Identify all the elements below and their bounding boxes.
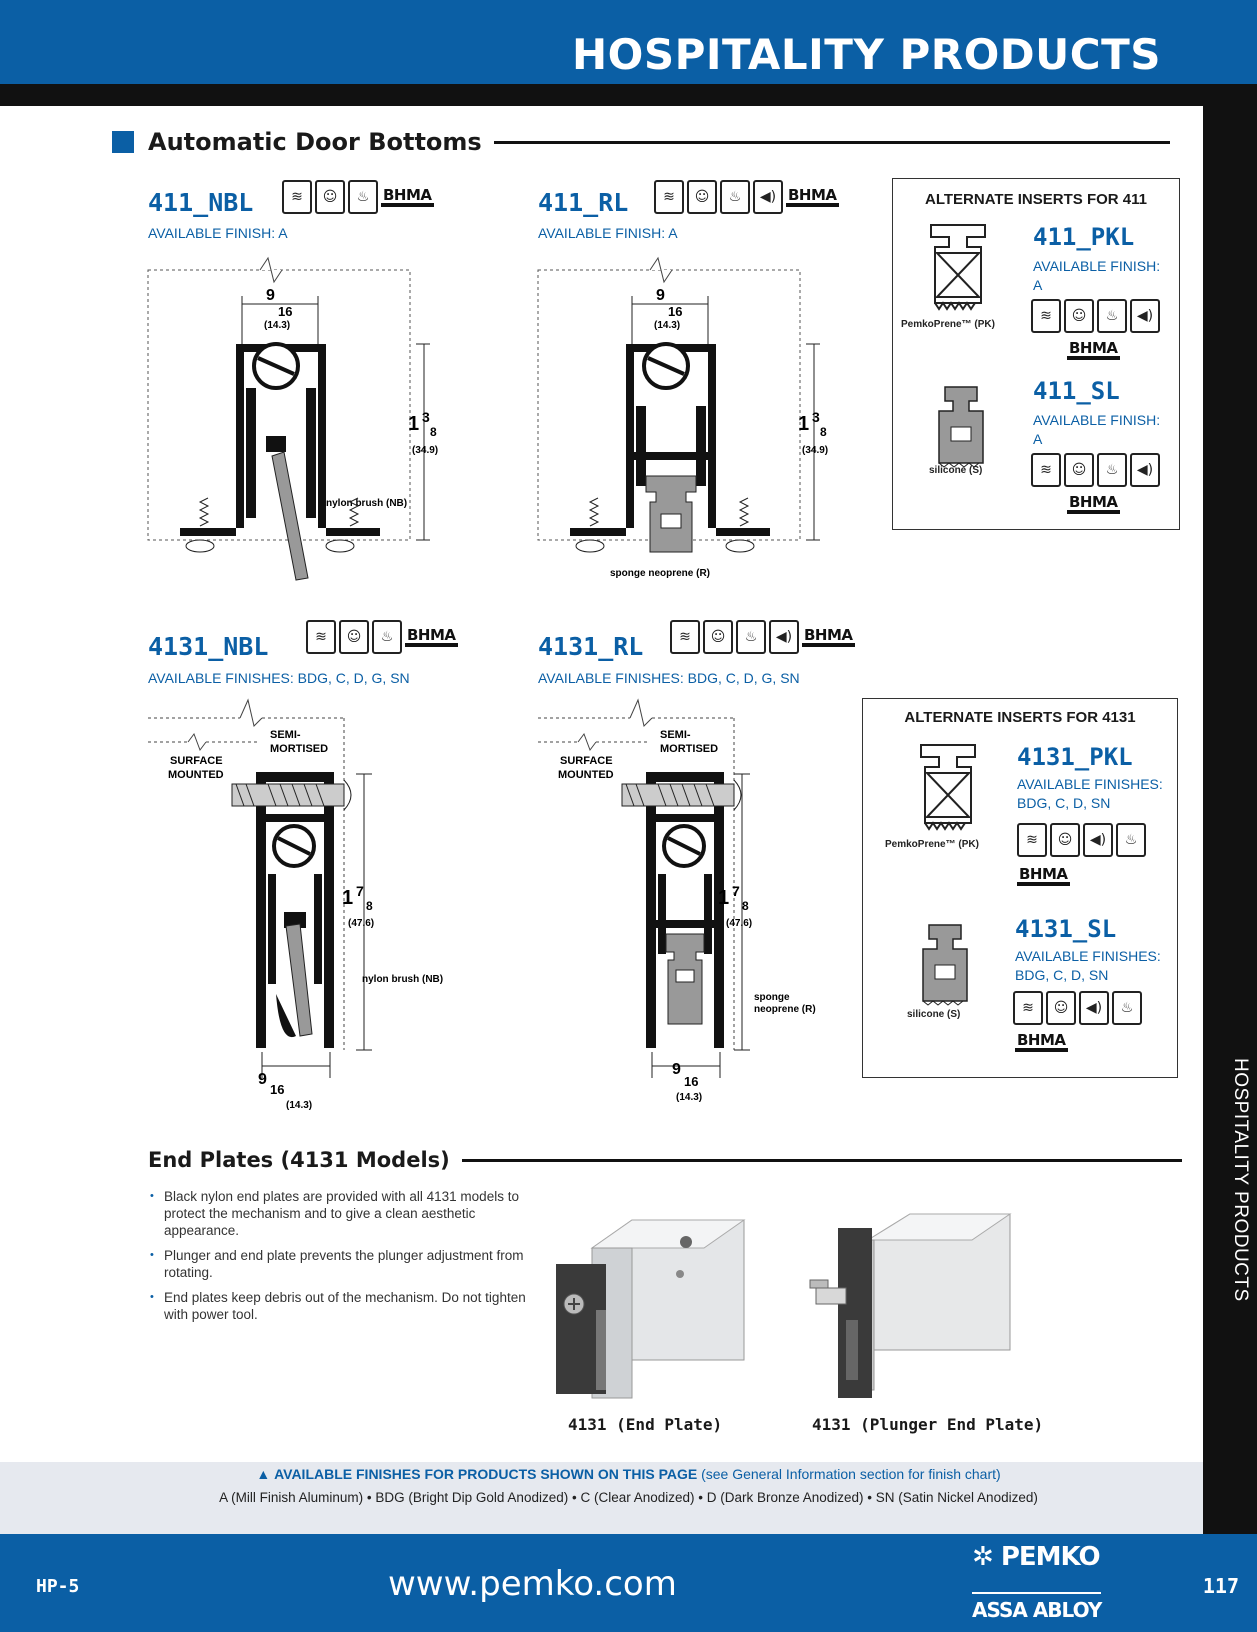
fraction-1-7-8-den: 8 xyxy=(742,899,749,913)
dim-mm-bottom: (14.3) xyxy=(286,1100,313,1111)
fraction-9-16-den: 16 xyxy=(270,1082,285,1097)
finish-4131-sl-label: AVAILABLE FINISHES: xyxy=(1015,948,1161,964)
section-header-end-plates xyxy=(148,1148,1182,1172)
list-item: • Black nylon end plates are provided with all 4131 models to protect the mechanism and to give a clean aesthetic appearance. xyxy=(148,1188,528,1239)
sound-icon: ◀) xyxy=(753,180,783,214)
head-icon: ☺ xyxy=(1050,823,1080,857)
fire-icon: ♨ xyxy=(736,620,766,654)
finish-411-sl-value: A xyxy=(1033,431,1043,447)
smoke-icon: ≋ xyxy=(670,620,700,654)
bhma-logo: BHMA xyxy=(1017,867,1070,886)
footer-section-code: HP-5 xyxy=(36,1576,80,1597)
bhma-logo: BHMA xyxy=(405,628,458,647)
list-item: • Plunger and end plate prevents the plunger adjustment from rotating. xyxy=(148,1247,528,1281)
dim-mm-top: (14.3) xyxy=(264,320,291,331)
diagram-411-nbl xyxy=(140,256,480,596)
finish-4131-pkl-value: BDG, C, D, SN xyxy=(1017,795,1111,811)
finish-411-rl: AVAILABLE FINISH: A xyxy=(538,225,678,241)
insert-label-nb: nylon brush (NB) xyxy=(362,974,444,985)
bhma-logo: BHMA xyxy=(786,188,839,207)
silicone-caption: silicone (S) xyxy=(907,1009,961,1020)
smoke-icon: ≋ xyxy=(1031,453,1061,487)
fire-icon: ♨ xyxy=(1097,453,1127,487)
cert-icons-411-nbl xyxy=(282,180,434,214)
head-icon: ☺ xyxy=(339,620,369,654)
fire-icon: ♨ xyxy=(1116,823,1146,857)
insert-label-r-2: neoprene (R) xyxy=(754,1004,816,1015)
fire-icon: ♨ xyxy=(348,180,378,214)
side-tab-label: HOSPITALITY PRODUCTS xyxy=(1230,1058,1251,1302)
dim-mm-side: (34.9) xyxy=(412,445,439,456)
section-title-end-plates: End Plates (4131 Models) xyxy=(148,1148,450,1172)
fraction-9-16-den: 16 xyxy=(668,304,683,319)
triangle-icon: ▲ xyxy=(256,1466,271,1482)
photo-caption-plunger-end-plate: 4131 (Plunger End Plate) xyxy=(812,1415,1044,1434)
fraction-1-3-8-num: 3 xyxy=(422,409,430,425)
smoke-icon: ≋ xyxy=(306,620,336,654)
page-number: 117 xyxy=(1202,1574,1239,1598)
smoke-icon: ≋ xyxy=(1013,991,1043,1025)
label-semi-mortised-2: MORTISED xyxy=(660,743,719,755)
model-4131-rl: 4131_RL xyxy=(538,632,644,661)
fraction-1-3-8-den: 8 xyxy=(430,425,437,439)
label-surface-mounted-1: SURFACE xyxy=(560,755,613,767)
bhma-logo: BHMA xyxy=(802,628,855,647)
footer-url-link[interactable]: www.pemko.com xyxy=(388,1564,677,1604)
section-title-automatic: Automatic Door Bottoms xyxy=(148,128,482,156)
section-marker xyxy=(112,131,134,153)
fraction-1-3-8-whole: 1 xyxy=(798,413,810,435)
fraction-1-3-8-den: 8 xyxy=(820,425,827,439)
section-header-automatic xyxy=(112,128,1170,156)
fraction-1-7-8-num: 7 xyxy=(356,883,364,899)
cert-icons-411-pkl xyxy=(1031,299,1160,333)
dim-mm-top: (14.3) xyxy=(654,320,681,331)
sound-icon: ◀) xyxy=(1130,299,1160,333)
bhma-logo: BHMA xyxy=(1067,341,1120,360)
silicone-caption: silicone (S) xyxy=(929,465,983,476)
finish-4131-nbl: AVAILABLE FINISHES: BDG, C, D, G, SN xyxy=(148,670,410,686)
finish-4131-sl-value: BDG, C, D, SN xyxy=(1015,967,1109,983)
silicone-insert-icon xyxy=(931,385,991,469)
diagram-411-rl xyxy=(530,256,870,596)
cert-icons-411-rl xyxy=(654,180,839,214)
sound-icon: ◀) xyxy=(1079,991,1109,1025)
cert-icons-4131-nbl xyxy=(306,620,458,654)
finish-411-pkl-label: AVAILABLE FINISH: xyxy=(1033,258,1161,274)
cert-icons-4131-pkl xyxy=(1017,823,1146,857)
section-rule xyxy=(462,1159,1182,1162)
fire-icon: ♨ xyxy=(372,620,402,654)
finishes-note: (see General Information section for finish chart) xyxy=(701,1466,1001,1482)
fraction-1-7-8-den: 8 xyxy=(366,899,373,913)
alt-inserts-411-title: ALTERNATE INSERTS FOR 411 xyxy=(925,191,1147,208)
head-icon: ☺ xyxy=(1046,991,1076,1025)
insert-label-r-1: sponge xyxy=(754,992,790,1003)
pemko-star-icon: ✲ xyxy=(972,1542,993,1572)
pemko-logo-text: PEMKO xyxy=(1000,1542,1100,1572)
fire-icon: ♨ xyxy=(1112,991,1142,1025)
finish-4131-pkl-label: AVAILABLE FINISHES: xyxy=(1017,776,1163,792)
bhma-logo: BHMA xyxy=(1067,495,1120,514)
model-411-pkl: 411_PKL xyxy=(1033,223,1135,251)
head-icon: ☺ xyxy=(687,180,717,214)
alt-inserts-4131-box xyxy=(862,698,1178,1078)
fraction-1-7-8-whole: 1 xyxy=(342,887,354,909)
model-411-sl: 411_SL xyxy=(1033,377,1120,405)
fraction-9-16-den: 16 xyxy=(278,304,293,319)
fraction-9-16-num: 9 xyxy=(672,1061,681,1078)
fraction-9-16-num: 9 xyxy=(266,287,275,304)
insert-label-r: sponge neoprene (R) xyxy=(610,568,711,579)
assa-abloy-logo: ASSA ABLOY xyxy=(972,1592,1101,1622)
head-icon: ☺ xyxy=(1064,453,1094,487)
footer-band xyxy=(0,1534,1257,1632)
smoke-icon: ≋ xyxy=(282,180,312,214)
label-surface-mounted-2: MOUNTED xyxy=(168,769,224,781)
head-icon: ☺ xyxy=(315,180,345,214)
fire-icon: ♨ xyxy=(720,180,750,214)
bhma-logo: BHMA xyxy=(381,188,434,207)
finish-411-pkl-value: A xyxy=(1033,277,1043,293)
pemkoprene-caption: PemkoPrene™ (PK) xyxy=(885,839,979,850)
sound-icon: ◀) xyxy=(1130,453,1160,487)
pemkoprene-insert-icon xyxy=(923,223,993,315)
page-title: HOSPITALITY PRODUCTS xyxy=(572,30,1161,79)
model-4131-pkl: 4131_PKL xyxy=(1017,743,1133,771)
finishes-title: AVAILABLE FINISHES FOR PRODUCTS SHOWN ON THIS PAGE xyxy=(274,1466,698,1482)
label-surface-mounted-1: SURFACE xyxy=(170,755,223,767)
smoke-icon: ≋ xyxy=(1031,299,1061,333)
label-surface-mounted-2: MOUNTED xyxy=(558,769,614,781)
dim-mm-side: (34.9) xyxy=(802,445,829,456)
dim-mm-side: (47.6) xyxy=(726,918,753,929)
end-plate-photo xyxy=(544,1210,754,1410)
fraction-1-7-8-whole: 1 xyxy=(718,887,730,909)
fraction-1-3-8-whole: 1 xyxy=(408,413,420,435)
label-semi-mortised-2: MORTISED xyxy=(270,743,329,755)
finish-411-nbl: AVAILABLE FINISH: A xyxy=(148,225,288,241)
list-item: • End plates keep debris out of the mechanism. Do not tighten with power tool. xyxy=(148,1289,528,1323)
end-plate-bullets xyxy=(148,1188,528,1331)
section-rule xyxy=(494,141,1170,144)
head-icon: ☺ xyxy=(703,620,733,654)
cert-icons-4131-sl xyxy=(1013,991,1142,1025)
smoke-icon: ≋ xyxy=(1017,823,1047,857)
fire-icon: ♨ xyxy=(1097,299,1127,333)
dim-mm-side: (47.6) xyxy=(348,918,375,929)
sound-icon: ◀) xyxy=(769,620,799,654)
finish-4131-rl: AVAILABLE FINISHES: BDG, C, D, G, SN xyxy=(538,670,800,686)
diagram-4131-nbl xyxy=(140,694,500,1114)
alt-inserts-4131-title: ALTERNATE INSERTS FOR 4131 xyxy=(904,709,1136,726)
header-band xyxy=(0,0,1257,84)
model-411-rl: 411_RL xyxy=(538,188,629,217)
dim-mm-bottom: (14.3) xyxy=(676,1092,703,1103)
silicone-insert-icon xyxy=(915,923,975,1007)
label-semi-mortised-1: SEMI- xyxy=(660,729,691,741)
diagram-4131-rl xyxy=(530,694,870,1114)
cert-icons-411-sl xyxy=(1031,453,1160,487)
fraction-1-7-8-num: 7 xyxy=(732,883,740,899)
model-411-nbl: 411_NBL xyxy=(148,188,254,217)
head-icon: ☺ xyxy=(1064,299,1094,333)
plunger-end-plate-photo xyxy=(802,1210,1022,1410)
finishes-list: A (Mill Finish Aluminum) • BDG (Bright Dip Gold Anodized) • C (Clear Anodized) • D (Dark Bronze Anodized) • SN (Satin Nickel Anodized) xyxy=(219,1490,1038,1505)
model-4131-nbl: 4131_NBL xyxy=(148,632,269,661)
bhma-logo: BHMA xyxy=(1015,1033,1068,1052)
fraction-9-16-num: 9 xyxy=(258,1071,267,1088)
sound-icon: ◀) xyxy=(1083,823,1113,857)
cert-icons-4131-rl xyxy=(670,620,855,654)
label-semi-mortised-1: SEMI- xyxy=(270,729,301,741)
model-4131-sl: 4131_SL xyxy=(1015,915,1117,943)
pemkoprene-caption: PemkoPrene™ (PK) xyxy=(901,319,995,330)
pemko-logo xyxy=(972,1542,1100,1572)
pemkoprene-insert-icon xyxy=(913,743,983,835)
alt-inserts-411-box xyxy=(892,178,1180,530)
finishes-title-row xyxy=(0,1466,1257,1482)
photo-caption-end-plate: 4131 (End Plate) xyxy=(568,1415,723,1434)
fraction-1-3-8-num: 3 xyxy=(812,409,820,425)
fraction-9-16-den: 16 xyxy=(684,1074,699,1089)
insert-label-nb: nylon brush (NB) xyxy=(326,498,408,509)
fraction-9-16-num: 9 xyxy=(656,287,665,304)
header-black-band xyxy=(0,84,1257,106)
smoke-icon: ≋ xyxy=(654,180,684,214)
finish-411-sl-label: AVAILABLE FINISH: xyxy=(1033,412,1161,428)
